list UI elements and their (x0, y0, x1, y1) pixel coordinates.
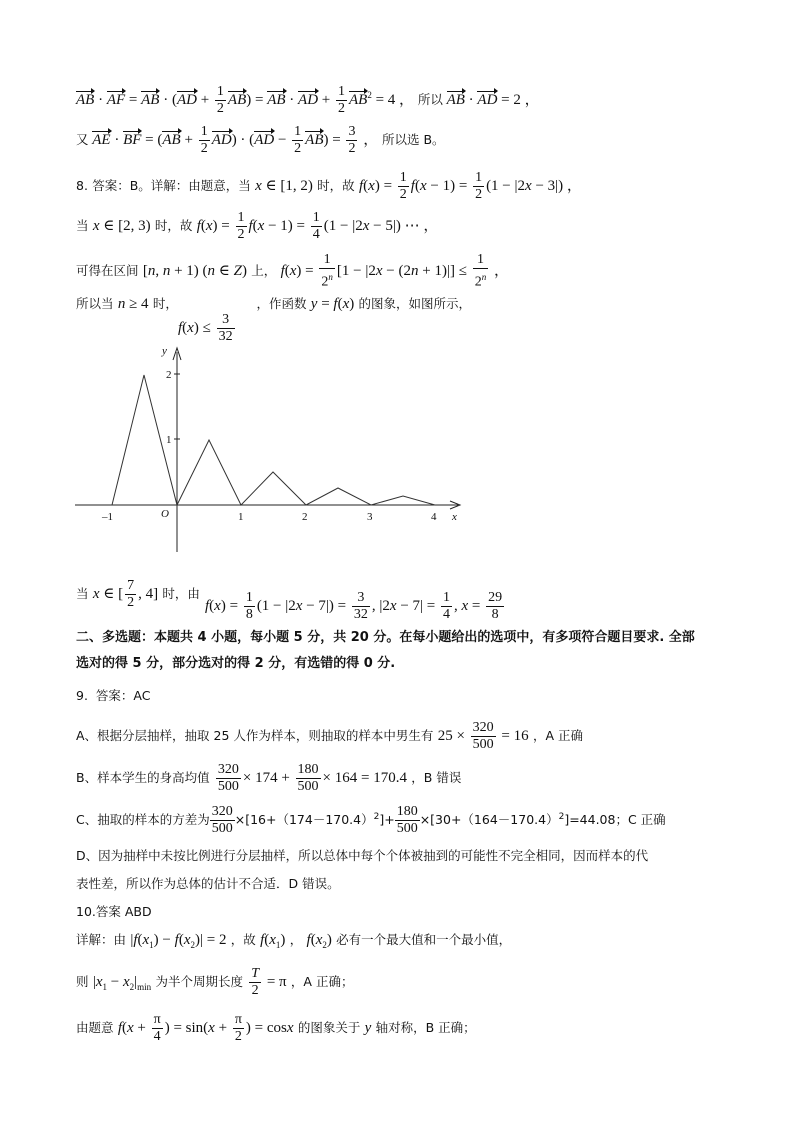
section-heading-line-1: 二、多选题：本题共 4 小题，每小题 5 分，共 20 分。在每小题给出的选项中，有多项符合题目要求. 全部 (76, 630, 695, 645)
x-tick-2: 2 (302, 511, 308, 523)
y-axis-label: y (162, 345, 167, 357)
q8-line-4: 所以当 n ≥ 4 时， ，作函数 y = f(x) 的图象，如图所示， (76, 296, 472, 312)
q10-detail-1: 详解：由 $|f(x_1) - f(x_2)| = 2$ ，故 $f(x_1)$ ， $f(x_2)$ 必有一个最大值和一个最小值， (76, 932, 512, 950)
q8-line-3: 可得在区间 [n, n + 1) (n ∈ Z) 上， f(x) = $\frac{1}{2^n}$ [1 − |2x − (2n + 1)|] ≤ $\frac{1}{2^n}$ ， (76, 252, 509, 290)
y-tick-1: 1 (166, 434, 172, 446)
q10-detail-2: 则 $|x_1 - x_2|_{min}$ 为半个周期长度 $\frac{T}{2}$ = π ，A 正确； (76, 966, 354, 998)
function-graph (70, 340, 470, 560)
section-heading-line-2: 选对的得 5 分，部分选对的得 2 分，有选错的得 0 分. (76, 656, 396, 671)
q10-detail-3: 由题意 f(x + $\frac{\pi}{4}$ ) = sin(x + $\frac{\pi}{2}$ ) = cosx 的图象关于 y 轴对称，B 正确； (76, 1012, 476, 1044)
q8-bound: f(x) ≤ $\frac{3}{32}$ (178, 312, 233, 344)
origin-label: O (161, 508, 169, 520)
x-axis-label: x (452, 511, 457, 523)
x-tick-3: 3 (367, 511, 373, 523)
q9-answer: 9. 答案：AC (76, 688, 151, 703)
solution-line-2: 又 AE · BF = (AB + $\frac{1}{2}$ AD) · (AD − $\frac{1}{2}$ AB) = $\frac{3}{2}$ ， 所以选 B。 (76, 124, 445, 156)
y-tick-2: 2 (166, 369, 172, 381)
q9-option-b: B、样本学生的身高均值 $\frac{320}{500}$ × 174 + $\frac{180}{500}$ × 164 = 170.4 ，B 错误 (76, 762, 462, 794)
q8-result: f(x) = $\frac{1}{8}$ (1 − |2x − 7|) = $\frac{3}{32}$ , |2x − 7| = $\frac{1}{4}$ , x = $\frac{29}{8}$ (205, 590, 503, 622)
q9-option-c: C、抽取的样本的方差为 $\frac{320}{500}$ $\times[16+(174-170.4)^2]+$ $\frac{180}{500}$ $\times[30+(164-170.4)^2]=44.08$；C 正确 (76, 804, 666, 836)
x-tick-neg1: –1 (102, 511, 113, 523)
function-curve (112, 375, 435, 505)
q9-option-d-line-1: D、因为抽样中未按比例进行分层抽样，所以总体中每个个体被抽到的可能性不完全相同，因而样本的代 (76, 848, 649, 863)
q8-line-5: 当 x ∈ [ $\frac{7}{2}$ , 4] 时，由 (76, 578, 200, 610)
q9-option-d-line-2: 表性差，所以作为总体的估计不合适．D 错误。 (76, 876, 340, 891)
q8-line-2: 当 x ∈ [2, 3) 时，故 f(x) = $\frac{1}{2}$ f(x − 1) = $\frac{1}{4}$ (1 − |2x − 5|) ⋯ ， (76, 210, 439, 242)
q8-line-1: 8. 答案：B。详解：由题意，当 x ∈ [1, 2) 时，故 f(x) = $\frac{1}{2}$ f(x − 1) = $\frac{1}{2}$ (1 − |2x − 3|) ， (76, 170, 582, 202)
x-tick-1: 1 (238, 511, 244, 523)
q10-answer: 10.答案 ABD (76, 904, 152, 919)
q9-option-a: A、根据分层抽样，抽取 25 人作为样本，则抽取的样本中男生有 25 × $\frac{320}{500}$ = 16 ，A 正确 (76, 720, 583, 752)
solution-line-1: AB · AF = AB · (AD + $\frac{1}{2}$ AB) = AB · AD + $\frac{1}{2}$ $AB^2 = 4$ ， 所以 AB · AD = 2 ， (76, 84, 540, 116)
x-tick-4: 4 (431, 511, 437, 523)
